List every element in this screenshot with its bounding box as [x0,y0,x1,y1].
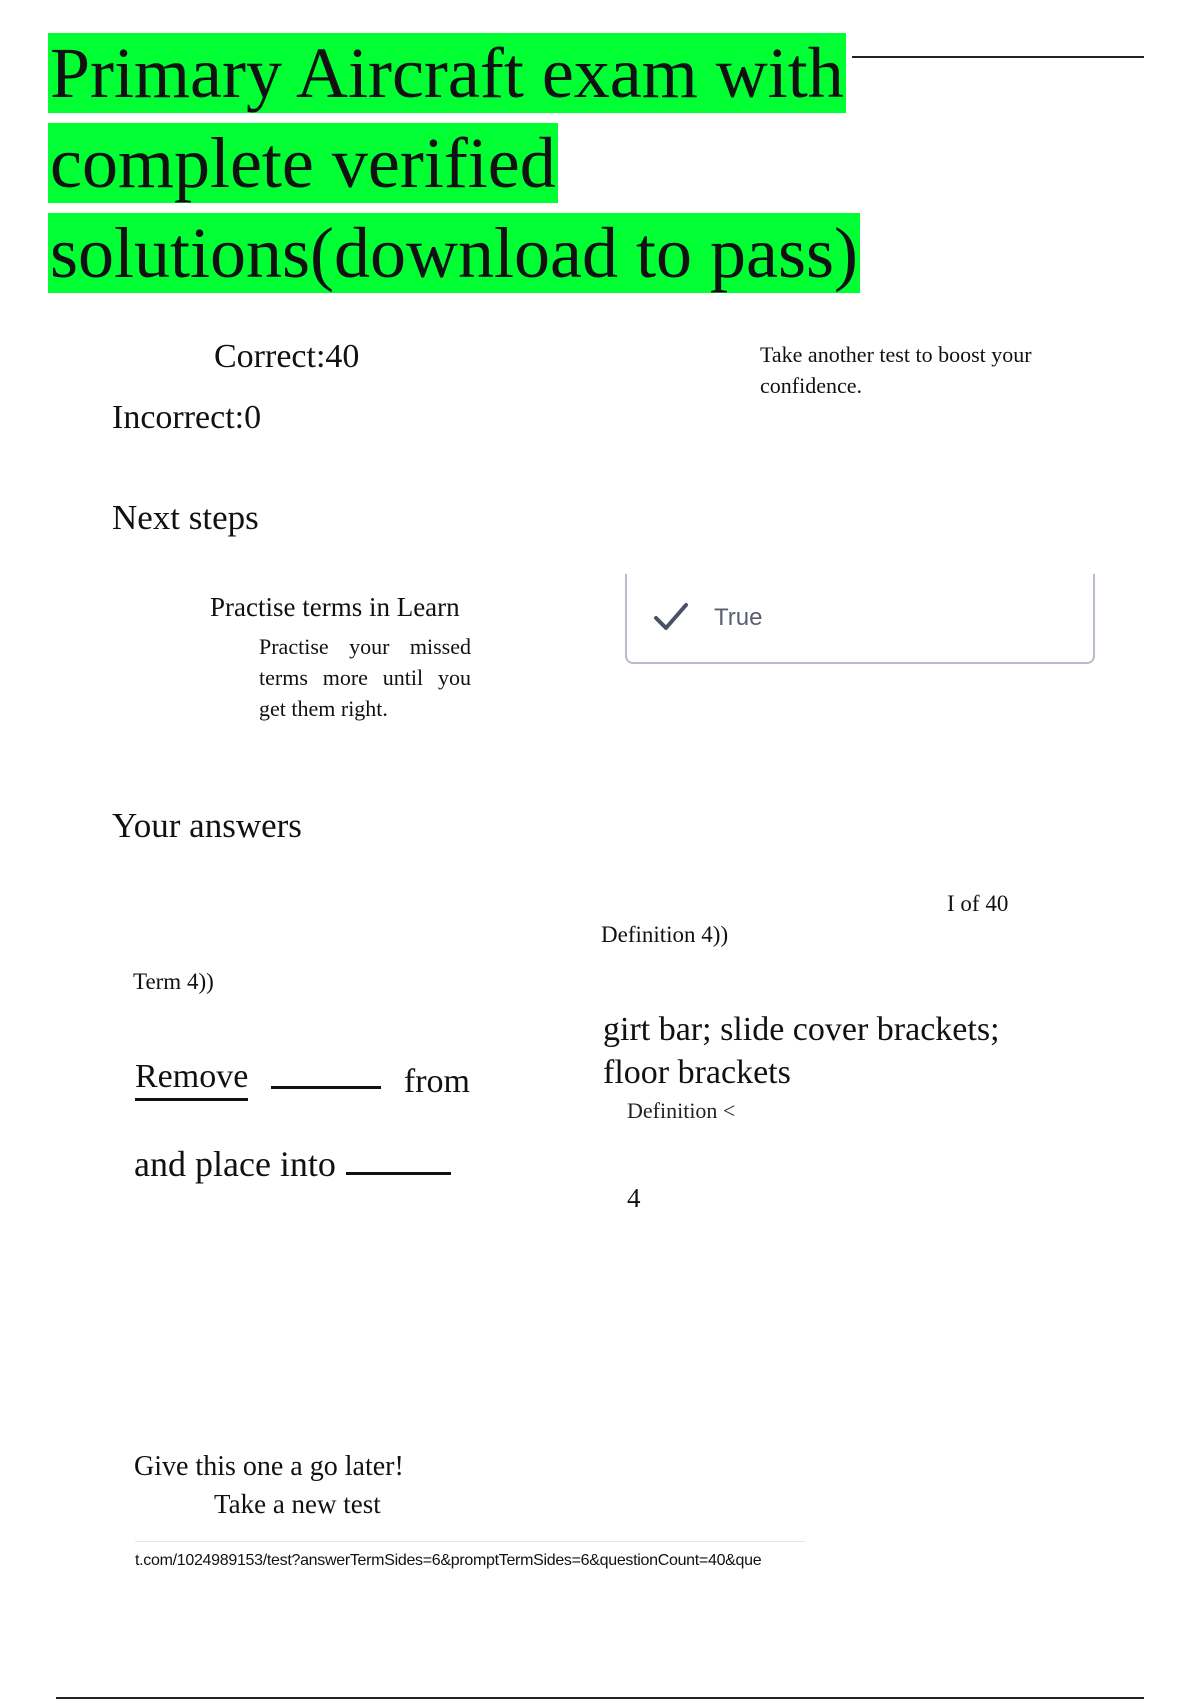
title-line-3: solutions(download to pass) [50,213,858,293]
later-message: Give this one a go later! [134,1451,404,1482]
definition-sub-label: Definition < [627,1098,736,1123]
title-line-2: complete verified [50,123,556,203]
boost-message: Take another test to boost your confidence. [760,342,1032,398]
term-text-line-1 [135,1058,470,1101]
top-rule [852,56,1144,58]
bottom-rule [56,1697,1144,1699]
document-title [48,28,868,298]
url-divider [135,1541,805,1542]
page-url: t.com/1024989153/test?answerTermSides=6&promptTermSides=6&questionCount=40&que [135,1552,762,1569]
question-counter: I of 40 [947,891,1009,916]
answer-option-label: True [714,604,763,631]
definition-text: girt bar; slide cover brackets; floor brackets [603,1011,1000,1091]
term-text-place-into: and place into [134,1144,336,1184]
your-answers-heading: Your answers [112,806,302,845]
term-word-from: from [403,1063,470,1100]
term-text-line-2 [134,1143,451,1185]
term-blank-1 [271,1086,381,1089]
checkmark-icon [653,600,689,634]
term-label: Term 4)) [133,969,214,994]
new-test-link[interactable]: Take a new test [214,1489,381,1519]
definition-label: Definition 4)) [601,922,729,947]
next-steps-heading: Next steps [112,498,259,537]
learn-description: Practise your missed terms more until you get them right. [259,634,471,721]
definition-number: 4 [627,1183,641,1213]
correct-count: Correct:40 [214,338,360,375]
learn-link[interactable]: Practise terms in Learn [210,592,460,622]
title-line-1: Primary Aircraft exam with [50,33,844,113]
incorrect-count: Incorrect:0 [112,399,262,436]
answer-option-card[interactable] [625,574,1095,664]
term-blank-2 [346,1172,451,1175]
term-word-remove: Remove [135,1058,248,1101]
